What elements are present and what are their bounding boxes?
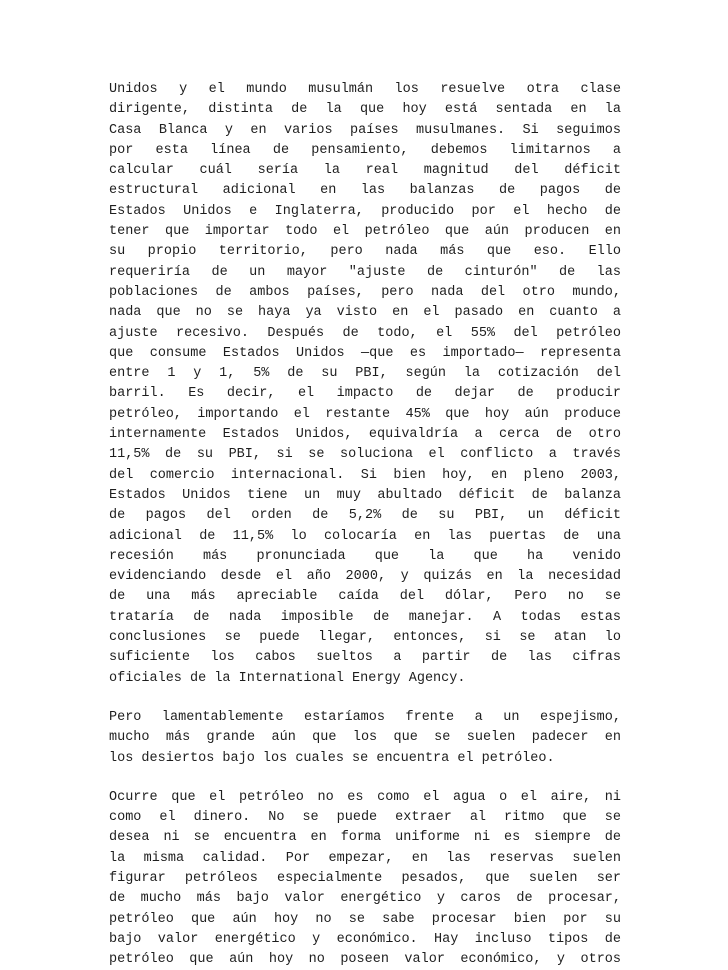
text-line: dirigente, distinta de la que hoy está sentada en la [109, 102, 621, 118]
text-line: oficiales de la International Energy Agency. [109, 670, 466, 686]
text-line: Pero lamentablemente estaríamos frente a un espejismo, [109, 709, 621, 725]
text-line: como el dinero. No se puede extraer al ritmo que se [109, 810, 621, 826]
text-line: del comercio internacional. Si bien hoy, en pleno 2003, [109, 467, 621, 483]
text-line: petróleo que aún hoy no poseen valor económico, y otros [109, 952, 621, 968]
text-line: adicional de 11,5% lo colocaría en las puertas de una [109, 528, 621, 544]
text-line: recesión más pronunciada que la que ha venido [109, 548, 621, 564]
text-line: entre 1 y 1, 5% de su PBI, según la cotización del [109, 366, 621, 382]
paragraph-2 [109, 708, 621, 769]
text-line: trataría de nada imposible de manejar. A todas estas [109, 609, 621, 625]
text-line: Casa Blanca y en varios países musulmanes. Si seguimos [109, 122, 621, 138]
text-line: evidenciando desde el año 2000, y quizás en la necesidad [109, 569, 621, 585]
text-line: de una más apreciable caída del dólar, Pero no se [109, 589, 621, 605]
text-line: bajo valor energético y económico. Hay incluso tipos de [109, 931, 621, 947]
text-line: suficiente los cabos sueltos a partir de las cifras [109, 650, 621, 666]
text-line: Estados Unidos e Inglaterra, producido por el hecho de [109, 203, 621, 219]
text-line: Estados Unidos tiene un muy abultado déficit de balanza [109, 487, 621, 503]
text-line: mucho más grande aún que los que se suelen padecer en [109, 730, 621, 746]
text-line: conclusiones se puede llegar, entonces, si se atan lo [109, 630, 621, 646]
text-line: calcular cuál sería la real magnitud del déficit [109, 163, 621, 179]
text-line: los desiertos bajo los cuales se encuentra el petróleo. [109, 750, 555, 766]
text-line: requeriría de un mayor "ajuste de cinturón" de las [109, 264, 621, 280]
text-line: de pagos del orden de 5,2% de su PBI, un déficit [109, 508, 621, 524]
document-page [109, 80, 621, 970]
paragraph-3 [109, 788, 621, 970]
text-line: por esta línea de pensamiento, debemos limitarnos a [109, 142, 621, 158]
text-line: Unidos y el mundo musulmán los resuelve otra clase [109, 82, 621, 97]
text-line: barril. Es decir, el impacto de dejar de producir [109, 386, 621, 402]
text-line: su propio territorio, pero nada más que eso. Ello [109, 244, 621, 260]
text-line: de mucho más bajo valor energético y caros de procesar, [109, 891, 621, 907]
text-line: nada que no se haya ya visto en el pasado en cuanto a [109, 305, 621, 321]
text-line: estructural adicional en las balanzas de pagos de [109, 183, 621, 199]
paragraph-1 [109, 80, 621, 689]
text-line: 11,5% de su PBI, si se soluciona el conflicto a través [109, 447, 621, 463]
text-line: internamente Estados Unidos, equivaldría a cerca de otro [109, 427, 621, 443]
text-line: figurar petróleos especialmente pesados, que suelen ser [109, 870, 621, 886]
text-line: ajuste recesivo. Después de todo, el 55% del petróleo [109, 325, 621, 341]
text-line: la misma calidad. Por empezar, en las reservas suelen [109, 850, 621, 866]
text-line: Ocurre que el petróleo no es como el agua o el aire, ni [109, 789, 621, 805]
text-line: poblaciones de ambos países, pero nada del otro mundo, [109, 284, 621, 300]
text-line: que consume Estados Unidos —que es importado— representa [109, 345, 621, 361]
text-line: tener que importar todo el petróleo que aún producen en [109, 224, 621, 240]
text-line: desea ni se encuentra en forma uniforme ni es siempre de [109, 830, 621, 846]
text-line: petróleo, importando el restante 45% que hoy aún produce [109, 406, 621, 422]
text-line: petróleo que aún hoy no se sabe procesar bien por su [109, 911, 621, 927]
